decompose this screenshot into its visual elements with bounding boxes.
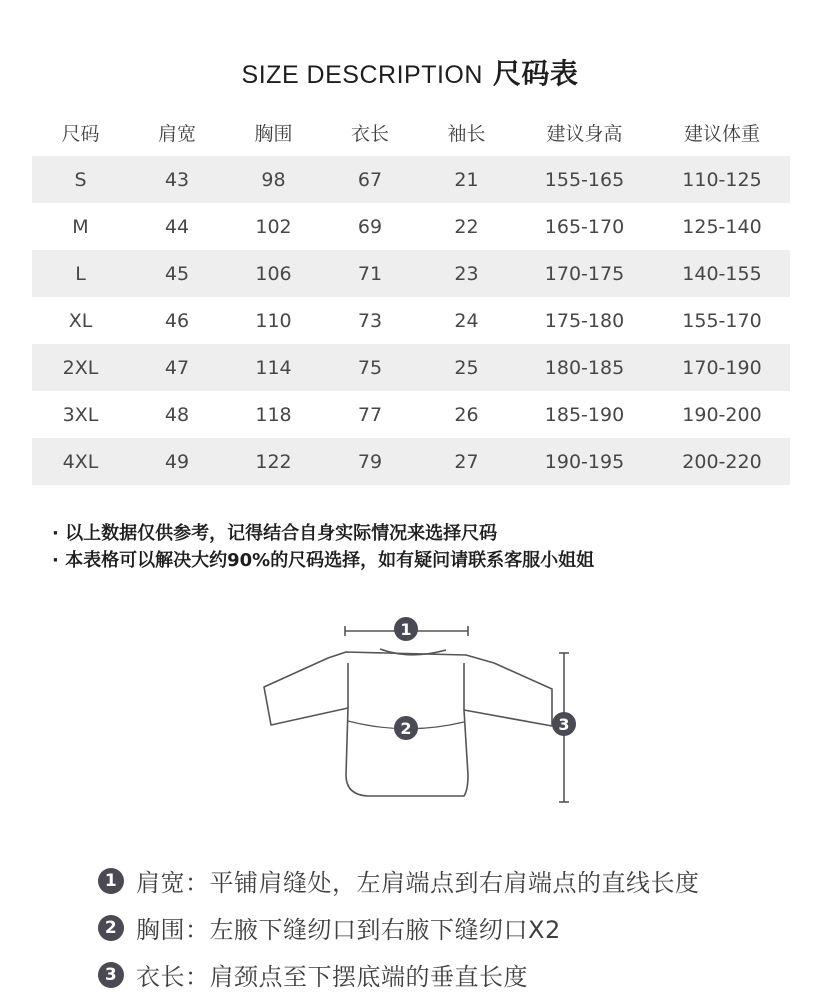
page-title <box>0 52 820 92</box>
header-weight: 建议体重 <box>683 122 760 145</box>
marker-length <box>552 712 576 736</box>
cell-height: 175-180 <box>544 309 625 332</box>
svg-text:3: 3 <box>558 715 570 734</box>
header-shoulder: 肩宽 <box>157 122 196 145</box>
cell-weight: 110-125 <box>682 168 762 191</box>
cell-height: 155-165 <box>544 168 625 191</box>
cell-height: 185-190 <box>544 403 625 426</box>
cell-chest: 114 <box>255 356 292 379</box>
legend-text: 衣长：肩颈点至下摆底端的垂直长度 <box>136 963 528 991</box>
cell-size: 2XL <box>62 356 99 379</box>
size-notes <box>52 520 594 574</box>
cell-weight: 155-170 <box>682 309 762 332</box>
legend-shoulder <box>98 863 700 898</box>
cell-shoulder: 44 <box>164 215 190 238</box>
legend-chest <box>98 910 561 945</box>
cell-size: 4XL <box>62 450 99 473</box>
table-row <box>32 438 790 485</box>
cell-weight: 170-190 <box>682 356 762 379</box>
header-sleeve: 袖长 <box>447 122 486 145</box>
cell-height: 170-175 <box>544 262 625 285</box>
header-length: 衣长 <box>350 122 389 145</box>
cell-weight: 190-200 <box>682 403 762 426</box>
cell-chest: 110 <box>255 309 292 332</box>
cell-length: 67 <box>357 168 383 191</box>
cell-length: 73 <box>357 309 383 332</box>
cell-chest: 106 <box>255 262 292 285</box>
cell-chest: 122 <box>255 450 292 473</box>
cell-shoulder: 47 <box>164 356 190 379</box>
cell-length: 75 <box>357 356 383 379</box>
cell-size: XL <box>68 309 93 332</box>
legend-length <box>98 957 528 992</box>
legend-number: 1 <box>98 868 124 894</box>
cell-sleeve: 21 <box>454 168 479 191</box>
cell-sleeve: 24 <box>454 309 479 332</box>
cell-shoulder: 45 <box>164 262 190 285</box>
table-row <box>32 297 790 344</box>
cell-sleeve: 23 <box>454 262 479 285</box>
cell-chest: 98 <box>261 168 286 191</box>
svg-text:1: 1 <box>400 620 412 639</box>
cell-sleeve: 22 <box>454 215 479 238</box>
marker-chest <box>394 716 418 740</box>
cell-size: M <box>72 215 89 238</box>
table-header-row <box>32 108 790 156</box>
title-chinese: 尺码表 <box>492 57 579 90</box>
cell-weight: 140-155 <box>682 262 762 285</box>
legend-number: 2 <box>98 915 124 941</box>
cell-size: S <box>74 168 87 191</box>
cell-weight: 200-220 <box>682 450 762 473</box>
header-chest: 胸围 <box>254 122 293 145</box>
cell-weight: 125-140 <box>682 215 762 238</box>
cell-height: 180-185 <box>544 356 625 379</box>
title-english: SIZE DESCRIPTION <box>241 61 483 89</box>
cell-sleeve: 25 <box>454 356 479 379</box>
table-row <box>32 250 790 297</box>
cell-shoulder: 49 <box>164 450 190 473</box>
cell-length: 69 <box>357 215 383 238</box>
note-accuracy: · 本表格可以解决大约90%的尺码选择，如有疑问请联系客服小姐姐 <box>52 550 595 571</box>
cell-height: 190-195 <box>544 450 625 473</box>
svg-text:2: 2 <box>400 719 412 738</box>
garment-measure-diagram <box>250 600 590 820</box>
cell-size: L <box>75 262 86 285</box>
cell-shoulder: 43 <box>164 168 190 191</box>
cell-chest: 102 <box>255 215 292 238</box>
note-reference: · 以上数据仅供参考，记得结合自身实际情况来选择尺码 <box>52 523 498 544</box>
table-row <box>32 344 790 391</box>
size-table <box>32 108 790 485</box>
cell-shoulder: 48 <box>164 403 190 426</box>
legend-number: 3 <box>98 962 124 988</box>
header-size: 尺码 <box>61 122 100 145</box>
legend-text: 胸围：左腋下缝纫口到右腋下缝纫口X2 <box>136 916 561 944</box>
table-row <box>32 156 790 203</box>
cell-sleeve: 27 <box>454 450 479 473</box>
table-row <box>32 391 790 438</box>
cell-size: 3XL <box>62 403 99 426</box>
cell-length: 71 <box>357 262 383 285</box>
table-row <box>32 203 790 250</box>
cell-sleeve: 26 <box>454 403 479 426</box>
cell-chest: 118 <box>255 403 292 426</box>
cell-length: 77 <box>357 403 383 426</box>
cell-height: 165-170 <box>544 215 625 238</box>
cell-shoulder: 46 <box>164 309 190 332</box>
header-height: 建议身高 <box>546 122 623 145</box>
marker-shoulder <box>394 617 418 641</box>
cell-length: 79 <box>357 450 383 473</box>
legend-text: 肩宽：平铺肩缝处，左肩端点到右肩端点的直线长度 <box>136 869 700 897</box>
